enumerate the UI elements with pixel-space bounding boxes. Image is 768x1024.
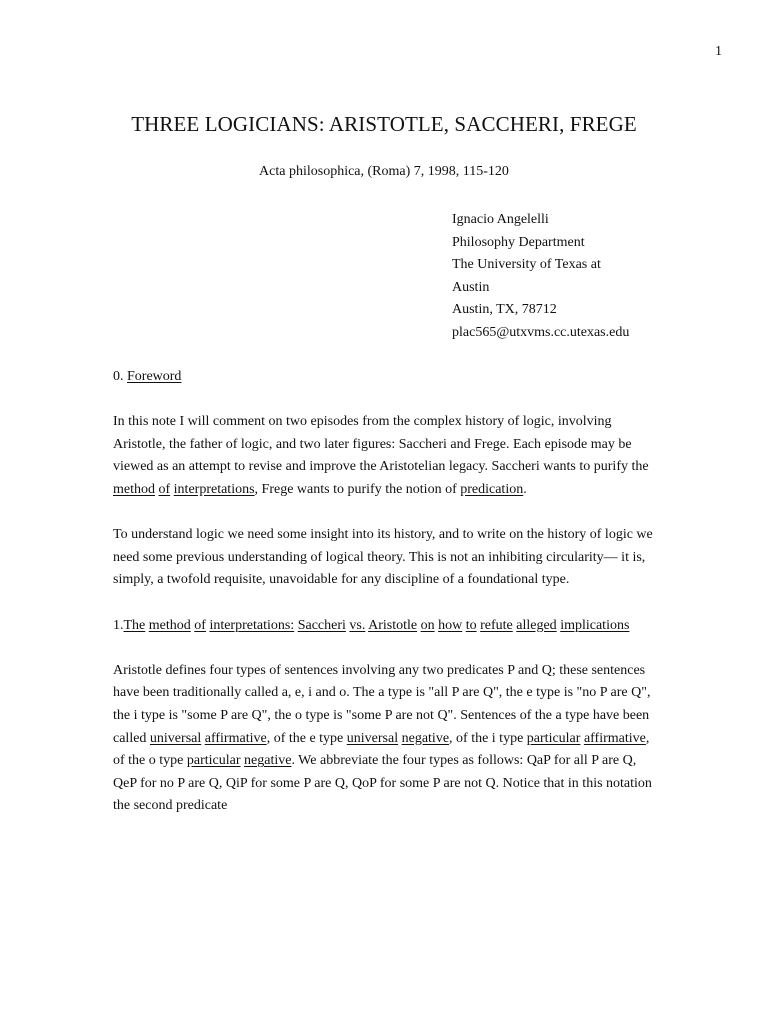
paper-title: THREE LOGICIANS: ARISTOTLE, SACCHERI, FREGE xyxy=(131,112,637,136)
heading-word: alleged xyxy=(516,617,557,633)
heading-word: method xyxy=(148,617,191,633)
underlined-word: affirmative xyxy=(204,730,267,746)
document-body xyxy=(113,366,658,840)
paragraph-sentence-types xyxy=(113,660,658,818)
text-run: , of the e type xyxy=(266,730,347,746)
author-block xyxy=(452,209,629,345)
underlined-word: method xyxy=(113,481,155,497)
heading-word: of xyxy=(194,617,206,633)
text-run: , of the o type xyxy=(113,730,650,769)
underlined-word: particular xyxy=(526,730,581,746)
underlined-word: particular xyxy=(186,753,241,769)
heading-word: refute xyxy=(480,617,513,633)
heading-word: The xyxy=(123,617,146,633)
heading-word: how xyxy=(438,617,463,633)
underlined-word: of xyxy=(158,481,171,497)
text-run: . xyxy=(523,481,527,497)
underlined-word: universal xyxy=(346,730,399,746)
underlined-word: negative xyxy=(401,730,450,746)
section-number: 1. xyxy=(113,617,124,633)
underlined-word: interpretations xyxy=(173,481,255,497)
citation: Acta philosophica, (Roma) 7, 1998, 115-120 xyxy=(259,164,509,179)
heading-word: vs. xyxy=(349,617,366,633)
foreword-heading xyxy=(113,366,658,389)
author-name: Ignacio Angelelli xyxy=(452,212,549,227)
text-run: In this note I will comment on two episodes from the complex history of logic, involving Aristotle, the father of logic, and two later figures: Saccheri and Frege. Each episode may be viewed as an attempt to revise and improve the Aristotelian legacy. Saccheri wants to purify the xyxy=(113,414,649,475)
paragraph-intro xyxy=(113,411,658,501)
text-run: , of the i type xyxy=(449,730,527,746)
underlined-word: universal xyxy=(149,730,202,746)
author-email: plac565@utxvms.cc.utexas.edu xyxy=(452,324,630,340)
underlined-word: negative xyxy=(244,753,292,769)
heading-word: on xyxy=(420,617,435,633)
text-run: Aristotle defines four types of sentences involving any two predicates P and Q; these sentences have been traditionally called a, e, i and o. The a type is "all P are Q", the e type is "no P are Q", the i type is "some P are Q", the o type is "some P are not Q". Sentences of the a type have been called xyxy=(113,662,651,746)
author-department: Philosophy Department xyxy=(452,234,585,250)
heading-word: Aristotle xyxy=(368,617,418,633)
foreword-number: 0. xyxy=(113,369,127,384)
page-number: 1 xyxy=(715,44,722,59)
heading-word: implications xyxy=(560,617,630,633)
author-university-city: Austin xyxy=(452,279,490,295)
heading-word: to xyxy=(465,617,477,633)
author-university: The University of Texas at xyxy=(452,257,601,273)
foreword-label: Foreword xyxy=(127,369,182,384)
paragraph-history: To understand logic we need some insight into its history, and to write on the history of logic we need some previous understanding of logical theory. This is not an inhibiting circularity— it is, simply, a twofold requisite, unavoidable for any discipline of a foundational type. xyxy=(113,527,653,588)
text-run: . We abbreviate the four types as follows: QaP for all P are Q, QeP for no P are Q, QiP for some P are Q, QoP for some P are not Q. Notice that in this notation the second predicate xyxy=(113,753,652,814)
text-run: , Frege wants to purify the notion of xyxy=(254,481,461,497)
underlined-word: predication xyxy=(460,481,524,497)
author-address: Austin, TX, 78712 xyxy=(452,302,557,318)
underlined-word: affirmative xyxy=(583,730,646,746)
heading-word: Saccheri xyxy=(297,617,346,633)
heading-word: interpretations: xyxy=(209,617,295,633)
section-1-heading xyxy=(113,615,658,638)
